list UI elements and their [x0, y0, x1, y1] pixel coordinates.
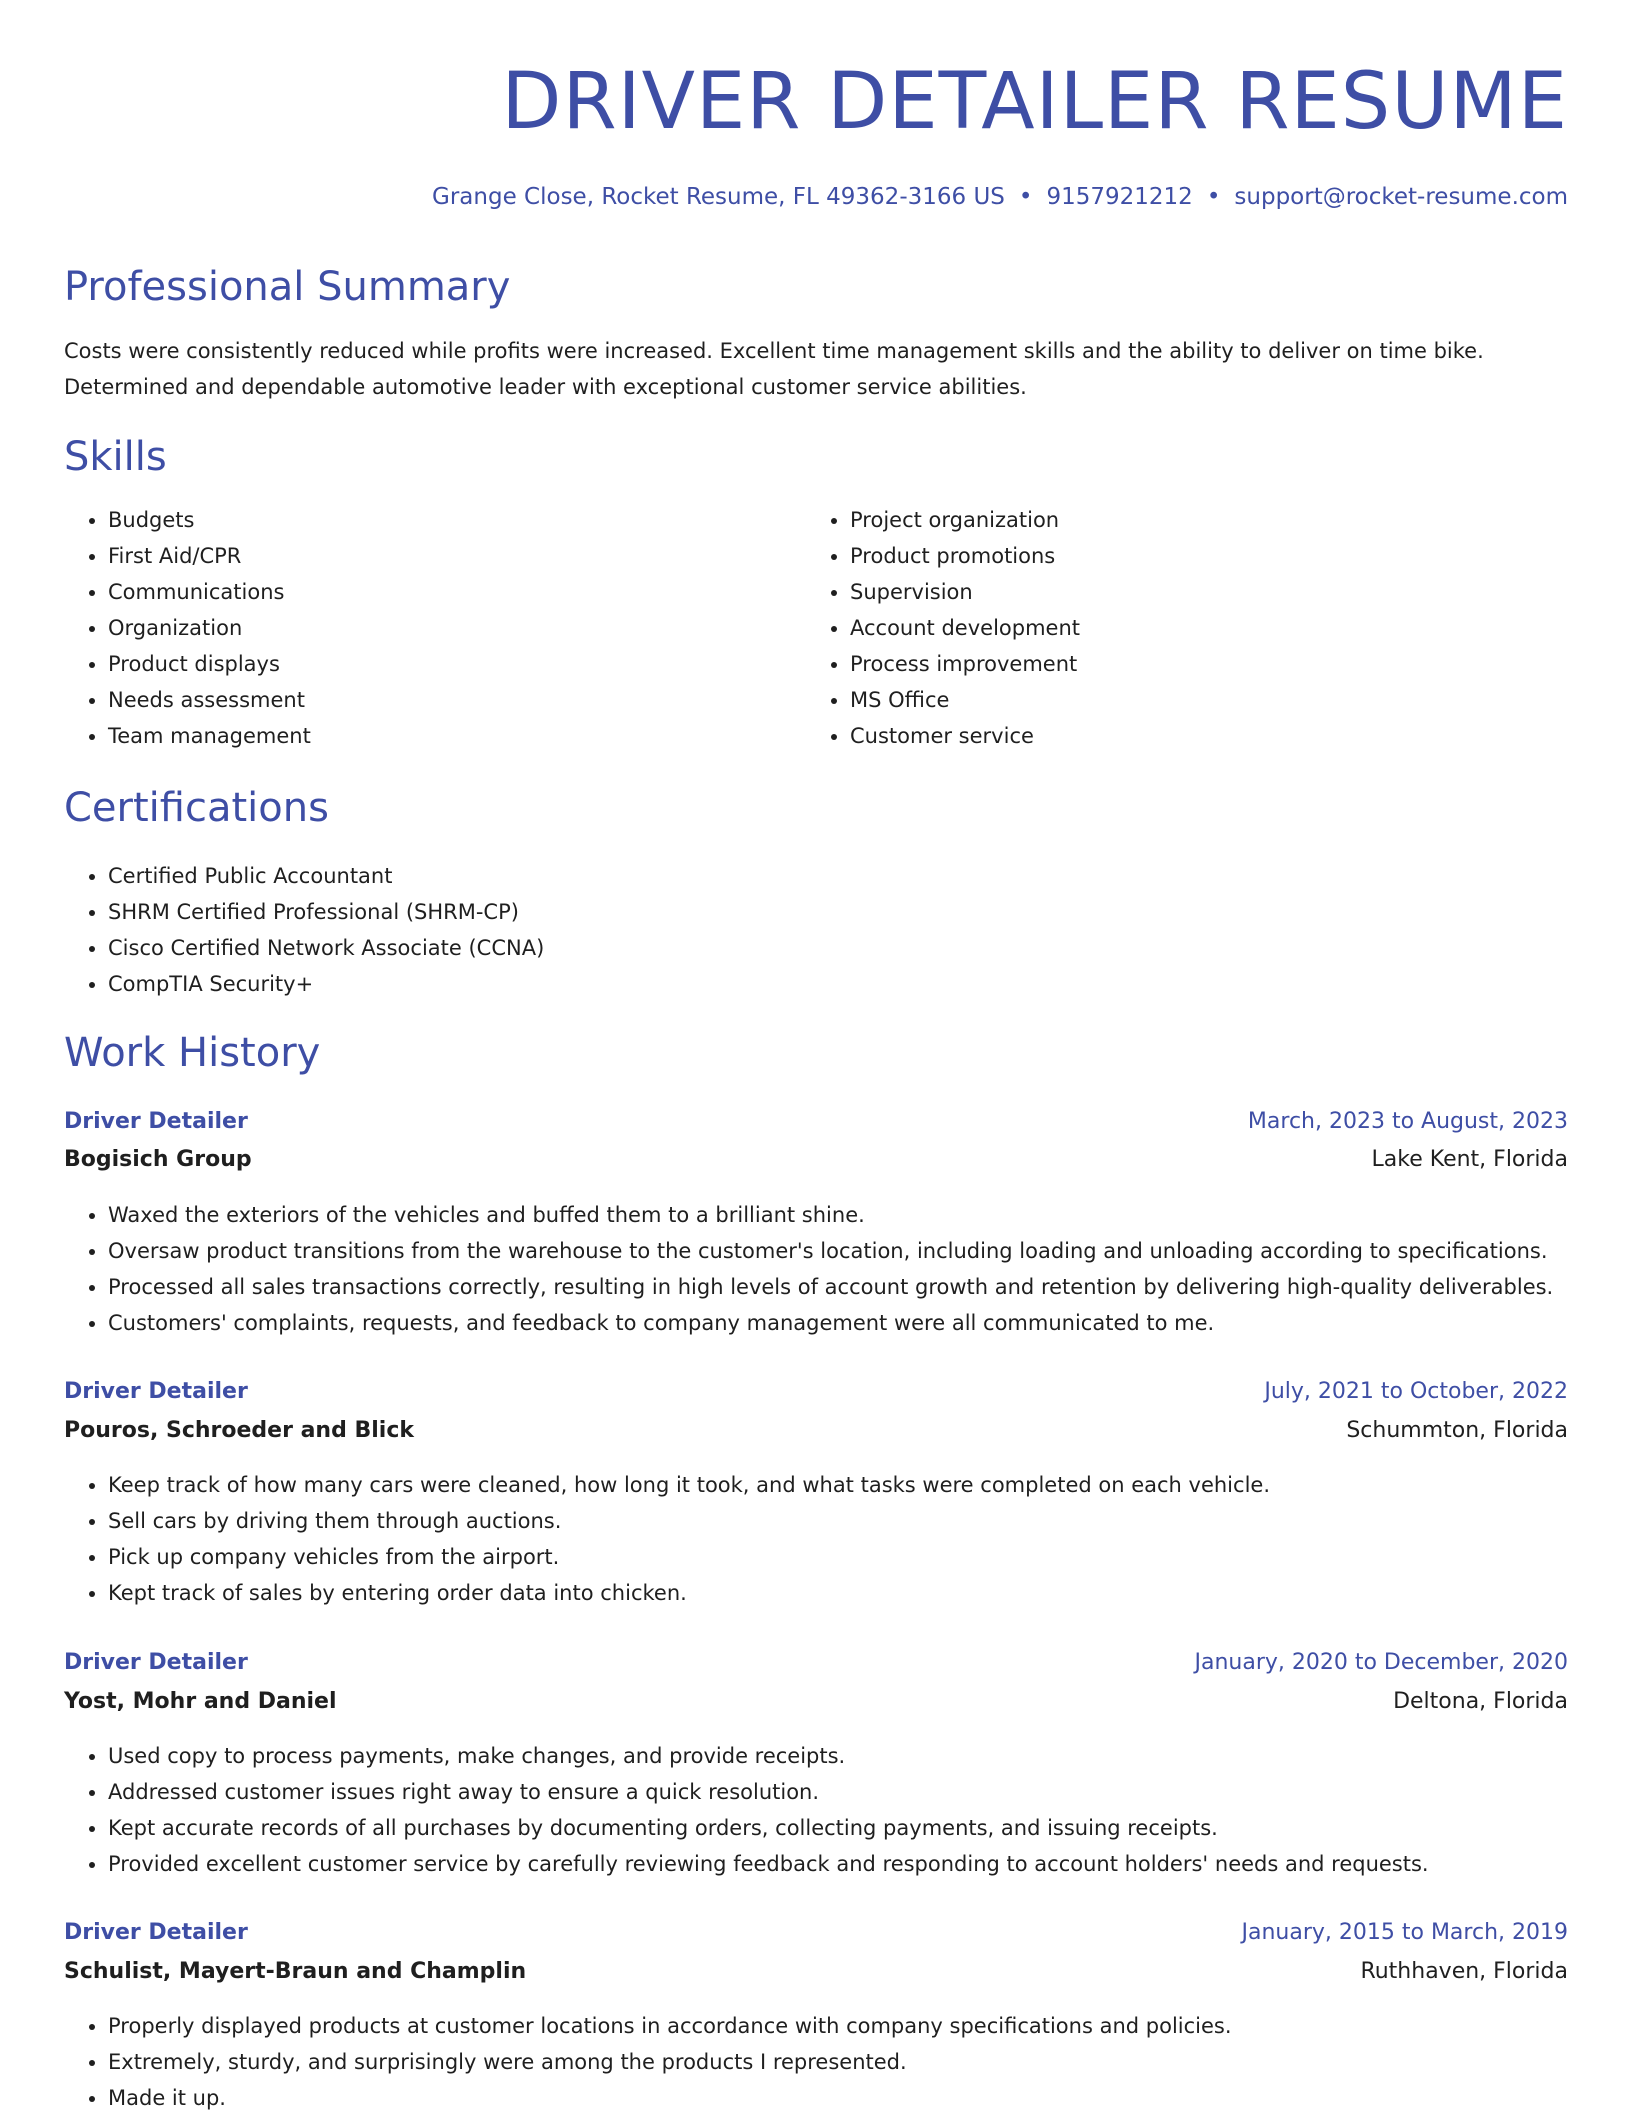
job-dates: January, 2015 to March, 2019: [1241, 1920, 1568, 1945]
job-bullets: [64, 1197, 1553, 1341]
job-bullet: • Extremely, sturdy, and surprisingly were among the products I represented.: [108, 2044, 1232, 2080]
skill-item: • Supervision: [850, 574, 1080, 610]
work-history-heading: Work History: [64, 1030, 321, 1076]
job-bullet: • Oversaw product transitions from the warehouse to the customer's location, including loading and unloading according to specifications.: [108, 1233, 1553, 1269]
job-title: Driver Detailer: [64, 1920, 248, 1945]
job-bullet: • Pick up company vehicles from the airport.: [108, 1539, 1270, 1575]
skill-item: • Communications: [108, 574, 311, 610]
skill-item: • Budgets: [108, 502, 311, 538]
contact-separator: •: [1206, 184, 1221, 210]
skill-item: • Product displays: [108, 646, 311, 682]
skills-list-left: [64, 502, 311, 754]
job-bullet: • Kept track of sales by entering order data into chicken.: [108, 1575, 1270, 1611]
job-company: Bogisich Group: [64, 1147, 252, 1172]
resume-title: DRIVER DETAILER RESUME: [501, 57, 1568, 147]
job-title: Driver Detailer: [64, 1109, 248, 1134]
certification-item: • CompTIA Security+: [108, 966, 544, 1002]
job-dates: January, 2020 to December, 2020: [1194, 1650, 1568, 1675]
skill-item: • Team management: [108, 718, 311, 754]
job-dates: March, 2023 to August, 2023: [1247, 1109, 1568, 1134]
job-bullet: • Used copy to process payments, make changes, and provide receipts.: [108, 1738, 1429, 1774]
contact-separator: •: [1018, 184, 1033, 210]
job-bullet: • Sell cars by driving them through auctions.: [108, 1503, 1270, 1539]
skill-item: • Needs assessment: [108, 682, 311, 718]
job-company: Schulist, Mayert-Braun and Champlin: [64, 1959, 527, 1984]
job-dates: July, 2021 to October, 2022: [1264, 1379, 1568, 1404]
job-bullets: [64, 1467, 1270, 1611]
job-title: Driver Detailer: [64, 1650, 248, 1675]
job-bullets: [64, 1738, 1429, 1882]
skills-list-right: [806, 502, 1080, 754]
skills-heading: Skills: [64, 434, 167, 480]
job-bullet: • Kept accurate records of all purchases by documenting orders, collecting payments, and issuing receipts.: [108, 1810, 1429, 1846]
job-location: Deltona, Florida: [1393, 1689, 1568, 1714]
contact-phone[interactable]: 9157921212: [1046, 184, 1193, 210]
job-bullet: • Waxed the exteriors of the vehicles and buffed them to a brilliant shine.: [108, 1197, 1553, 1233]
skill-item: • Project organization: [850, 502, 1080, 538]
skill-item: • Account development: [850, 610, 1080, 646]
contact-line: [432, 180, 1568, 214]
skill-item: • MS Office: [850, 682, 1080, 718]
certifications-heading: Certifications: [64, 785, 329, 831]
job-location: Schummton, Florida: [1346, 1418, 1568, 1443]
certifications-list: [64, 858, 544, 1002]
job-bullets: [64, 2008, 1232, 2116]
contact-address: Grange Close, Rocket Resume, FL 49362-3166 US: [432, 184, 1005, 210]
job-bullet: • Processed all sales transactions correctly, resulting in high levels of account growth and retention by delivering high-quality deliverables.: [108, 1269, 1553, 1305]
summary-heading: Professional Summary: [64, 264, 511, 310]
skill-item: • Customer service: [850, 718, 1080, 754]
contact-email[interactable]: support@rocket-resume.com: [1234, 184, 1568, 210]
job-bullet: • Made it up.: [108, 2080, 1232, 2116]
certification-item: • SHRM Certified Professional (SHRM-CP): [108, 894, 544, 930]
job-bullet: • Keep track of how many cars were cleaned, how long it took, and what tasks were completed on each vehicle.: [108, 1467, 1270, 1503]
skill-item: • First Aid/CPR: [108, 538, 311, 574]
job-company: Pouros, Schroeder and Blick: [64, 1418, 415, 1443]
job-location: Ruthhaven, Florida: [1360, 1959, 1568, 1984]
job-bullet: • Customers' complaints, requests, and feedback to company management were all communicated to me.: [108, 1305, 1553, 1341]
skill-item: • Product promotions: [850, 538, 1080, 574]
job-location: Lake Kent, Florida: [1371, 1147, 1568, 1172]
skill-item: • Organization: [108, 610, 311, 646]
job-bullet: • Properly displayed products at customer locations in accordance with company specifications and policies.: [108, 2008, 1232, 2044]
job-title: Driver Detailer: [64, 1379, 248, 1404]
job-company: Yost, Mohr and Daniel: [64, 1689, 337, 1714]
summary-text: Costs were consistently reduced while profits were increased. Excellent time management skills and the ability to deliver on time bike. Determined and dependable automotive leader with exceptional customer service abilities.: [64, 339, 1484, 399]
certification-item: • Cisco Certified Network Associate (CCNA): [108, 930, 544, 966]
skill-item: • Process improvement: [850, 646, 1080, 682]
certification-item: • Certified Public Accountant: [108, 858, 544, 894]
job-bullet: • Provided excellent customer service by carefully reviewing feedback and responding to account holders' needs and requests.: [108, 1846, 1429, 1882]
job-bullet: • Addressed customer issues right away to ensure a quick resolution.: [108, 1774, 1429, 1810]
